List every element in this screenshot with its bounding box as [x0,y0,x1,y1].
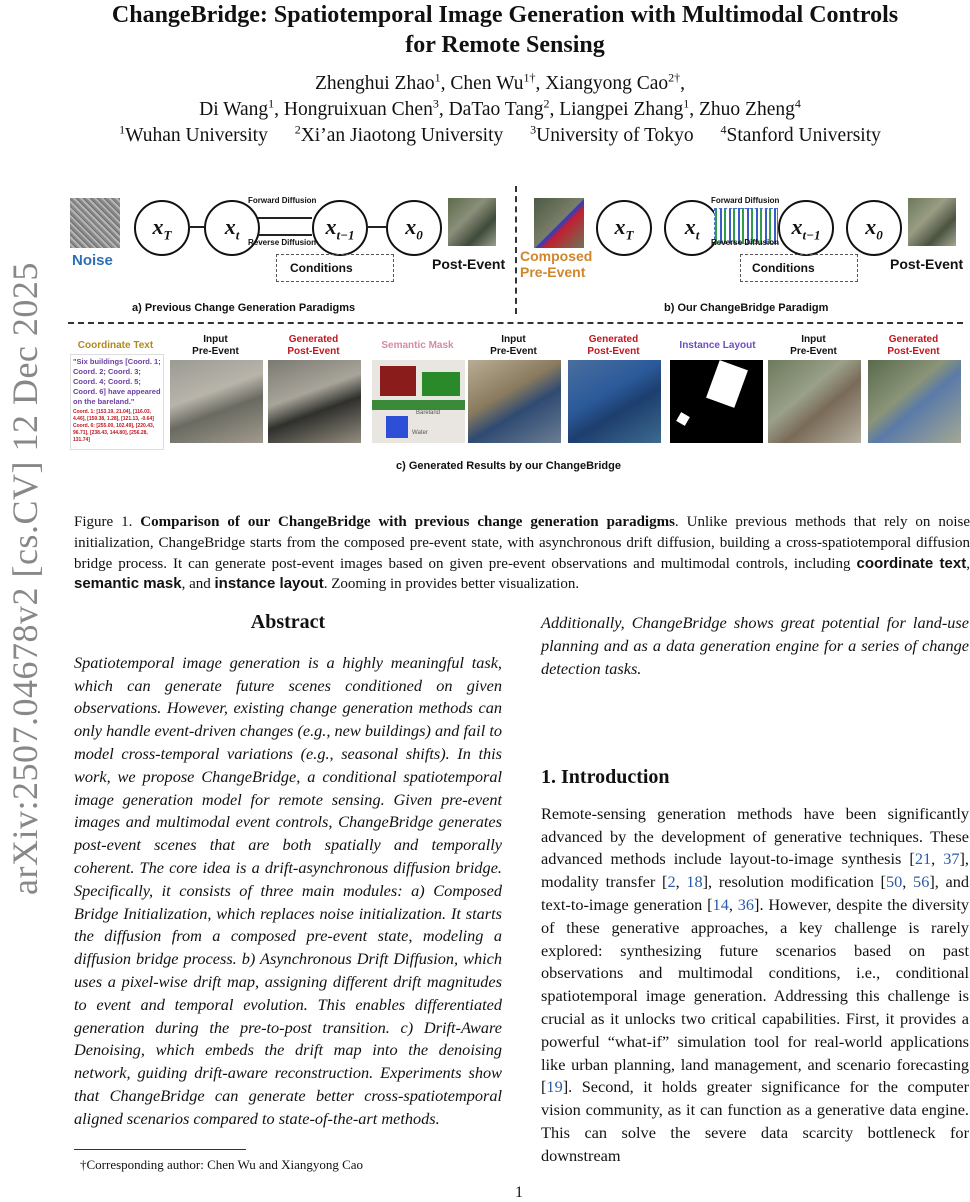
footnote: †Corresponding author: Chen Wu and Xiangyong Cao [80,1157,364,1172]
row-divider [68,322,963,324]
coordinate-text-body: "Six buildings [Coord. 1; Coord. 2; Coord. 3; Coord. 4; Coord. 5; Coord. 6] have appeared on the bareland." [73,357,161,406]
column-header: Generated Post-Event [887,334,940,357]
column-header: Input Pre-Event [490,334,537,357]
author: Chen Wu [450,73,524,94]
instance-layout-head: Instance Layout [679,340,756,351]
forward-diffusion-label: Forward Diffusion [711,196,780,205]
author-list [60,71,940,123]
coordinate-detail: Coord. 6: [255.00, 102.49], [220.43, 96.71], [238.43, 144.80], [256.28, 131.74] [73,423,155,443]
figure-1 [68,186,968,476]
author: Hongruixuan Chen [283,99,433,120]
post-event-image [448,198,496,246]
arxiv-watermark: arXiv:2507.04678v2 [cs.CV] 12 Dec 2025 [5,262,45,895]
coordinate-detail: Coord. 1: [153.19, 21.04], [116.03, 4.46], [159.38, 1.28], [121.13, -0.64] [73,409,154,422]
column-header: Generated Post-Event [587,334,640,357]
conditions-label: Conditions [290,261,353,275]
coordinate-text-head: Coordinate Text [77,340,154,351]
arrow [188,226,204,228]
affiliation: $^3$University of Tokyo [530,122,694,146]
generated-image [868,360,961,443]
conditions-label: Conditions [752,261,815,275]
node-xt: $x_t$ [204,200,260,256]
coordinate-text-panel [70,354,164,450]
figure-caption: Figure 1. Comparison of our ChangeBridge with previous change generation paradigms. Unlike previous methods that rely on noise initialization, ChangeBridge starts from the composed pre-event state, with asynchronous drift diffusion, building a cross-spatiotemporal diffusion bridge process. It can generate post-event images based on given pre-event observations and multimodal controls, including coordinate text, semantic mask, and instance layout. Zooming in provides better visualization. [74,514,970,593]
node-xT: $x_T$ [134,200,190,256]
authors-line-2: Di Wang$^1$, Hongruixuan Chen$^3$, DaTao Tang$^2$, Liangpei Zhang$^1$, Zhuo Zheng$^4$ [199,96,801,120]
author: Di Wang [199,99,269,120]
introduction-section [541,766,969,1168]
arrow [258,217,312,219]
node-xT: $x_T$ [596,200,652,256]
composed-label: Composed Pre-Event [520,248,593,280]
post-event-image [908,198,956,246]
node-x0: $x_0$ [846,200,902,256]
affiliations [60,123,940,149]
citation-link[interactable]: 36 [737,894,755,914]
instance-layout-image [670,360,763,443]
panel-c-caption: c) Generated Results by our ChangeBridge [396,460,621,472]
node-xt-1: $x_{t-1}$ [312,200,368,256]
semantic-mask-head: Semantic Mask [381,340,454,351]
title-line-1: ChangeBridge: Spatiotemporal Image Generation with Multimodal Controls [111,2,899,28]
arrow [258,234,312,236]
affiliation: $^2$Xi’an Jiaotong University [294,122,504,146]
author: DaTao Tang [448,99,544,120]
author: Zhuo Zheng [699,99,795,120]
generated-image [568,360,661,443]
affiliation: $^4$Stanford University [720,122,881,146]
citation-link[interactable]: 14 [712,894,729,914]
generated-image [268,360,361,443]
arrow [366,226,386,228]
panel-divider [515,186,517,314]
citation-link[interactable]: 21 [914,849,932,869]
paper-title [60,0,950,60]
column-header: Input Pre-Event [192,334,239,357]
noise-label: Noise [72,252,113,269]
citation-link[interactable]: 50 [885,872,903,892]
composed-pre-event-image [534,198,584,248]
abstract-continuation: Additionally, ChangeBridge shows great potential for land-use planning and as a data generation engine for a series of change detection tasks. [541,613,969,678]
citation-link[interactable]: 56 [913,872,930,892]
title-line-2: for Remote Sensing [405,32,605,58]
node-xt: $x_t$ [664,200,720,256]
pre-event-image [768,360,861,443]
author: Xiangyong Cao [545,73,669,94]
intro-paragraph: Remote-sensing generation methods have been significantly advanced by the development of generative techniques. These advanced methods include layout-to-image synthesis [21, 37], modality transfer [2, 18], resolution modification [50, 56], and text-to-image generation [14, 36]. However, despite the diversity of these generative approaches, a key challenge is rarely explored: synthesizing future scenarios based on past observations and multimodal conditions, i.e., conditional spatiotemporal image generation. Addressing this challenge is crucial as it unlocks two critical capabilities. First, it provides a powerful “what-if” simulation tool for real-world applications like urban planning, land management, and scenario forecasting [19]. Second, it holds greater significance for the computer vision community, as it can function as a generative data engine. This can solve the severe data scarcity bottleneck for downstream [541,803,970,1165]
column-header: Input Pre-Event [790,334,837,357]
pre-event-image [468,360,561,443]
panel-a-caption: a) Previous Change Generation Paradigms [132,302,356,314]
node-xt-1: $x_{t-1}$ [778,200,834,256]
citation-link[interactable]: 19 [546,1077,563,1097]
author: Liangpei Zhang [559,99,684,120]
reverse-diffusion-label: Reverse Diffusion [711,238,780,247]
footnote-rule [74,1149,246,1150]
panel-b-caption: b) Our ChangeBridge Paradigm [664,302,829,314]
semantic-mask-image: Bareland Water [372,360,465,443]
column-header: Generated Post-Event [287,334,340,357]
abstract-section [74,611,502,1131]
citation-link[interactable]: 37 [943,849,960,869]
citation-link[interactable]: 2 [667,872,676,892]
pre-event-image [170,360,263,443]
node-x0: $x_0$ [386,200,442,256]
citation-link[interactable]: 18 [686,872,703,892]
intro-heading: 1. Introduction [541,766,670,788]
noise-image [70,198,120,248]
forward-diffusion-label: Forward Diffusion [248,196,317,205]
reverse-diffusion-label: Reverse Diffusion [248,238,317,247]
post-event-label: Post-Event [890,256,964,272]
abstract-body: Spatiotemporal image generation is a highly meaningful task, which can generate future scenes conditioned on given observations. However, existing change generation methods can only handle event-driven changes (e.g., new buildings) and fail to model cross-temporal variations (e.g., seasonal shifts). In this work, we propose ChangeBridge, a conditional spatiotemporal image generation model for remote sensing. Given pre-event images and multimodal event controls, ChangeBridge generates post-event scenes that are both spatially and temporally coherent. The core idea is a drift-asynchronous diffusion bridge. Specifically, it consists of three main modules: a) Composed Bridge Initialization, which replaces noise initialization. It starts the diffusion from a composed pre-event state, modeling a diffusion bridge process. b) Asynchronous Drift Diffusion, which uses a pixel-wise drift map, assigning different drift magnitudes to event and temporal evolution. This enables differentiated generation during the pre-to-post transition. c) Drift-Aware Denoising, which embeds the drift map into the denoising network, guiding drift-aware reconstruction. Experiments show that ChangeBridge can generate better cross-spatiotemporal aligned scenarios compared to state-of-the-art methods. [74,652,502,1128]
page-number: 1 [515,1184,523,1201]
author: Zhenghui Zhao [314,73,435,94]
affiliation: $^1$Wuhan University [119,122,268,146]
authors-line-1: Zhenghui Zhao$^1$, Chen $Wu^{1\dagger}$, Xiangyong Cao$^{2\dagger}$, [314,70,686,94]
abstract-heading: Abstract [250,611,326,633]
post-event-label: Post-Event [432,256,506,272]
